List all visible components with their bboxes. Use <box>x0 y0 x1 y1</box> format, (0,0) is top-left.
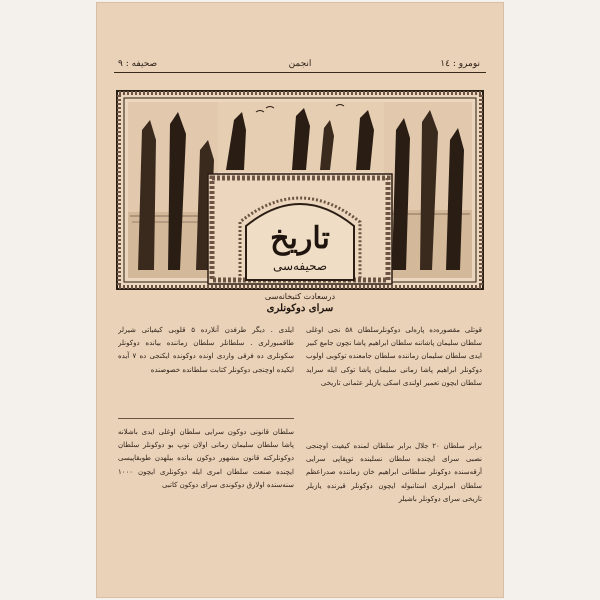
text-column-right-top <box>306 324 482 436</box>
text-column-right-bottom <box>306 440 482 572</box>
article-subtitle: درسعادت کتبخانه‌سی <box>264 292 336 301</box>
left-landscape <box>128 102 218 278</box>
column-divider <box>118 418 294 419</box>
paragraph: برابر سلطان ۲۰ جلال برابر سلطان لمنده کیفیت اوچنجی نصبی سرای ایچنده سلطان نسلینده توپقاپی سرایی آرقه‌سنده دوکونلر سلطانی ابراهیم خان زماننده صدراعظم سلطان امیرلری استانبوله ایچون دوکونلر قیرنده یازیلر تاریخی سرای دوکونلر باشیلر <box>306 442 482 503</box>
center-landscape <box>218 102 384 172</box>
paragraph: قوتلی مقصوره‌ده پاره‌لی دوکونلرسلطان ۵۸ نجی اوغلی سلطان سلیمان پاشاننه سلطان ابراهیم پاشا نچون جامع کبیر ایدی سلطان سلیمان زماننده سلطان جامعنده توکوبی اولوب دوکونلر ابراهیم پاشا زمانی سلیمان پاشا توکی ایله سراید سلطان ایچون تعمیر اولندی اسکی یازیلر عثمانی تاریخی <box>306 326 482 387</box>
newspaper-title: انجمن <box>288 59 312 69</box>
right-landscape <box>384 102 472 278</box>
newspaper-page <box>96 2 504 598</box>
article-title: سرای دوکونلری <box>266 303 334 314</box>
masthead-subtitle: صحيفه‌سی <box>272 259 328 273</box>
page-number: صحيفه : ٩ <box>118 59 158 69</box>
masthead-illustration <box>116 90 484 290</box>
paragraph: ایلدی . دیگر طرفدن آنلارده ۵ قلوبی کیفیاتی شیرلر طاقمبورلری . سلطانلر سلطان زماننده بیانده دوکونلر سکونلری ده فرقی واردی اونده دوکونده ایکنجی ده ۷ آیده ایکیده اوچنجی دوکونلر کتابت سلطانده خصوصنده <box>118 326 294 374</box>
masthead-title: تاریخ <box>270 221 330 256</box>
header-rule <box>114 72 486 73</box>
paragraph: سلطان قانونی دوکون سرایی سلطان اوغلی ایدی باشلانه پاشا سلطان سلیمان زمانی اولان توپ بو دوکونلر سلطان دوکونلرکته قانون مشهور دوکون بیانده بیلهدن طوبقاپیسی ایچنده صنعت سلطان امری ایله دوکونلری ایچون ۱۰۰۰ سنه‌سنده اولارق دوکوندی سرای دوکون کاتبی <box>118 428 294 489</box>
issue-number: نومرو : ١٤ <box>440 59 480 69</box>
text-column-left-bottom <box>118 426 294 556</box>
text-column-left-top <box>118 324 294 410</box>
